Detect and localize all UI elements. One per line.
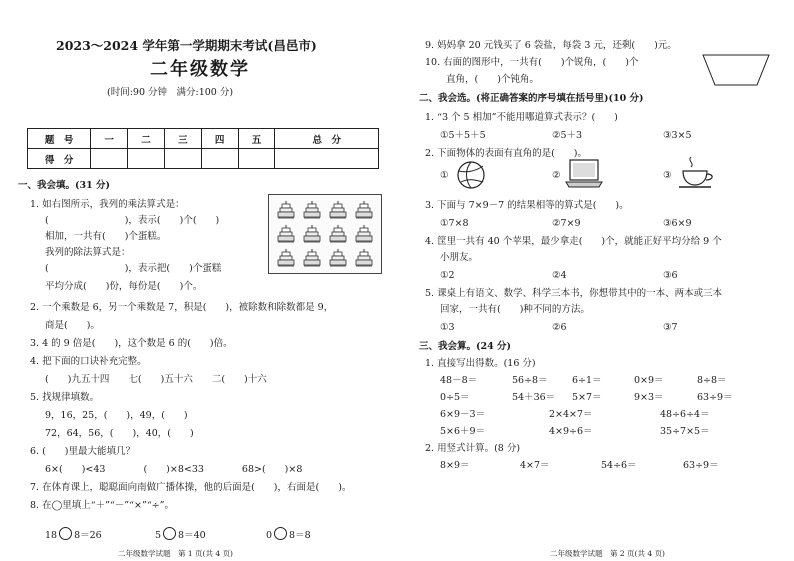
option[interactable]: ① [440,170,449,181]
q8-operand: 8＝8 [289,530,311,541]
choice-q4: 4. 筐里一共有 40 个苹果，最少拿走( )个，就能正好平均分给 9 个 [425,236,722,247]
score-input-cell[interactable] [128,149,165,169]
choice-q1: 1. “3 个 5 相加”不能用哪道算式表示？( ) [425,112,618,123]
q6-line: 6. ( )里最大能填几？ [30,446,135,457]
q10-line: 直角，( )个钝角。 [446,74,539,85]
calc-item[interactable]: 9×3＝ [634,392,664,403]
q10-line: 10. 右面的图形中，一共有( )个锐角，( )个 [425,57,639,68]
q1-line: 平均分成( )份，每份是( )个。 [45,281,203,292]
exam-title: 2023～2024 学年第一学期期末考试(昌邑市) [56,38,317,53]
calc-item[interactable]: 56÷8＝ [512,375,548,386]
subject-title: 二年级数学 [150,59,250,80]
cake-figure [268,194,382,274]
q4-line: ( )九五十四 七( )五十六 二( )十六 [45,374,267,385]
option[interactable]: ③3×5 [663,130,692,141]
volleyball-icon [456,160,486,190]
laptop-icon [564,158,604,190]
score-header-cell: 四 [201,129,238,149]
option[interactable]: ③6 [663,270,678,281]
option[interactable]: ② [552,170,561,181]
calc-item[interactable]: 8÷8＝ [697,375,727,386]
exam-info: (时间:90 分钟 满分:100 分) [107,87,234,98]
cake-icon [277,224,295,243]
cake-icon [355,248,373,267]
q5-line: 72，64，56，( )，40，( ) [45,428,194,439]
q8-operand: 8＝40 [178,530,206,541]
calc-item[interactable]: 2×4×7＝ [549,409,593,420]
score-header-cell: 五 [238,129,275,149]
q8-expr [45,527,102,542]
vertical-calc-item[interactable]: 8×9＝ [440,460,470,471]
score-header-cell: 总 分 [275,129,379,149]
q2-line: 2. 一个乘数是 6，另一个乘数是 7，积是( )，被除数和除数都是 9， [30,302,334,313]
q8-line: 8. 在◯里填上“＋”“－”“×”“÷”。 [30,500,174,511]
q7-line: 7. 在体育课上，聪聪面向南做广播体操，他的后面是( )，右面是( )。 [30,482,352,493]
score-input-cell[interactable] [275,149,379,169]
option[interactable]: ②7×9 [552,218,581,229]
q3-line: 3. 4 的 9 倍是( )，这个数是 6 的( )倍。 [30,338,233,349]
option[interactable]: ③7 [663,322,678,333]
cake-icon [303,200,321,219]
score-header-cell: 一 [91,129,128,149]
choice-q5: 5. 课桌上有语文、数学、科学三本书，你想带其中的一本、两本或三本 [425,288,723,299]
calc-item[interactable]: 4×9÷6＝ [549,426,593,437]
q8-expr [266,527,311,542]
operator-circle[interactable] [59,527,72,540]
option[interactable]: ③ [663,170,672,181]
page-footer: 二年级数学试题 第 2 页(共 4 页) [550,549,665,558]
score-header-cell: 二 [128,129,165,149]
q1-line: 我列的除法算式是： [45,247,131,258]
cake-icon [277,200,295,219]
page-footer: 二年级数学试题 第 1 页(共 4 页) [118,549,233,558]
teacup-icon [677,153,719,193]
score-input-cell[interactable] [164,149,201,169]
option[interactable]: ②6 [552,322,567,333]
q5-line: 9，16，25，( )，49，( ) [45,410,188,421]
cake-icon [277,248,295,267]
option[interactable]: ①3 [440,322,455,333]
calc-item[interactable]: 54＋36＝ [512,392,556,403]
calc-q1: 1. 直接写出得数。(16 分) [425,358,536,369]
score-input-cell[interactable] [91,149,128,169]
option[interactable]: ①7×8 [440,218,469,229]
option[interactable]: ②5＋3 [552,130,583,141]
option[interactable]: ①5＋5＋5 [440,130,486,141]
q8-operand: 0 [266,530,273,541]
score-label-cell: 得 分 [28,149,91,169]
q6-line: 6×( )<43 ( )×8<33 68>( )×8 [45,464,303,475]
q2-line: 商是( )。 [45,320,100,331]
choice-q2: 2. 下面物体的表面有直角的是( )。 [425,148,587,159]
cake-icon [355,224,373,243]
calc-item[interactable]: 48－8＝ [440,375,478,386]
calc-item[interactable]: 5×7＝ [572,392,602,403]
section-3-heading: 三、我会算。(24 分) [419,341,512,352]
operator-circle[interactable] [163,527,176,540]
q1-line: ( )，表示( )个( ) [45,215,220,226]
calc-item[interactable]: 48÷6÷4＝ [660,409,710,420]
vertical-calc-item[interactable]: 4×7＝ [520,460,550,471]
calc-item[interactable]: 35÷7×5＝ [660,426,710,437]
q8-operand: 5 [155,530,162,541]
q8-operand: 18 [45,530,58,541]
calc-item[interactable]: 6÷1＝ [572,375,602,386]
calc-item[interactable]: 63÷9＝ [697,392,733,403]
score-table [27,128,379,169]
trapezoid-figure [701,53,771,87]
choice-q3: 3. 下面与 7×9－7 的结果相等的算式是( )。 [425,200,629,211]
option[interactable]: ①2 [440,270,455,281]
q9-line: 9. 妈妈拿 20 元钱买了 6 袋盐，每袋 3 元，还剩( )元。 [425,40,677,51]
score-table-score-row [28,149,379,169]
cake-icon [303,248,321,267]
section-2-heading: 二、我会选。(将正确答案的序号填在括号里)(10 分) [419,93,644,104]
vertical-calc-item[interactable]: 54÷6＝ [601,460,637,471]
calc-item[interactable]: 6×9－3＝ [440,409,486,420]
q8-operand: 8＝26 [74,530,102,541]
q4-line: 4. 把下面的口诀补充完整。 [30,356,147,367]
cake-icon [303,224,321,243]
q5-line: 5. 找规律填数。 [30,392,100,403]
q1-line: 1. 如右图所示，我列的乘法算式是： [30,199,185,210]
calc-q2: 2. 用竖式计算。(8 分) [425,443,521,454]
score-header-cell: 三 [164,129,201,149]
vertical-calc-item[interactable]: 63÷9＝ [683,460,719,471]
operator-circle[interactable] [274,527,287,540]
right-page [397,0,794,561]
cake-icon [329,224,347,243]
choice-q4-line: 小朋友。 [440,252,479,263]
calc-item[interactable]: 5×6＋9＝ [440,426,486,437]
cake-icon [329,248,347,267]
choice-q5-line: 回家，一共有( )种不同的方法。 [440,304,590,315]
q1-line: ( )，表示把( )个蛋糕 [45,263,222,274]
section-1-heading: 一、我会填。(31 分) [18,180,111,191]
calc-item[interactable]: 0÷5＝ [440,392,470,403]
score-input-cell[interactable] [238,149,275,169]
score-header-cell: 题 号 [28,129,91,149]
q8-expr [155,527,206,542]
score-input-cell[interactable] [201,149,238,169]
q1-line: 相加，一共有( )个蛋糕。 [45,231,167,242]
calc-item[interactable]: 0×9＝ [634,375,664,386]
score-table-header-row [28,129,379,149]
option[interactable]: ③6×9 [663,218,692,229]
cake-icon [329,200,347,219]
option[interactable]: ②4 [552,270,567,281]
cake-icon [355,200,373,219]
